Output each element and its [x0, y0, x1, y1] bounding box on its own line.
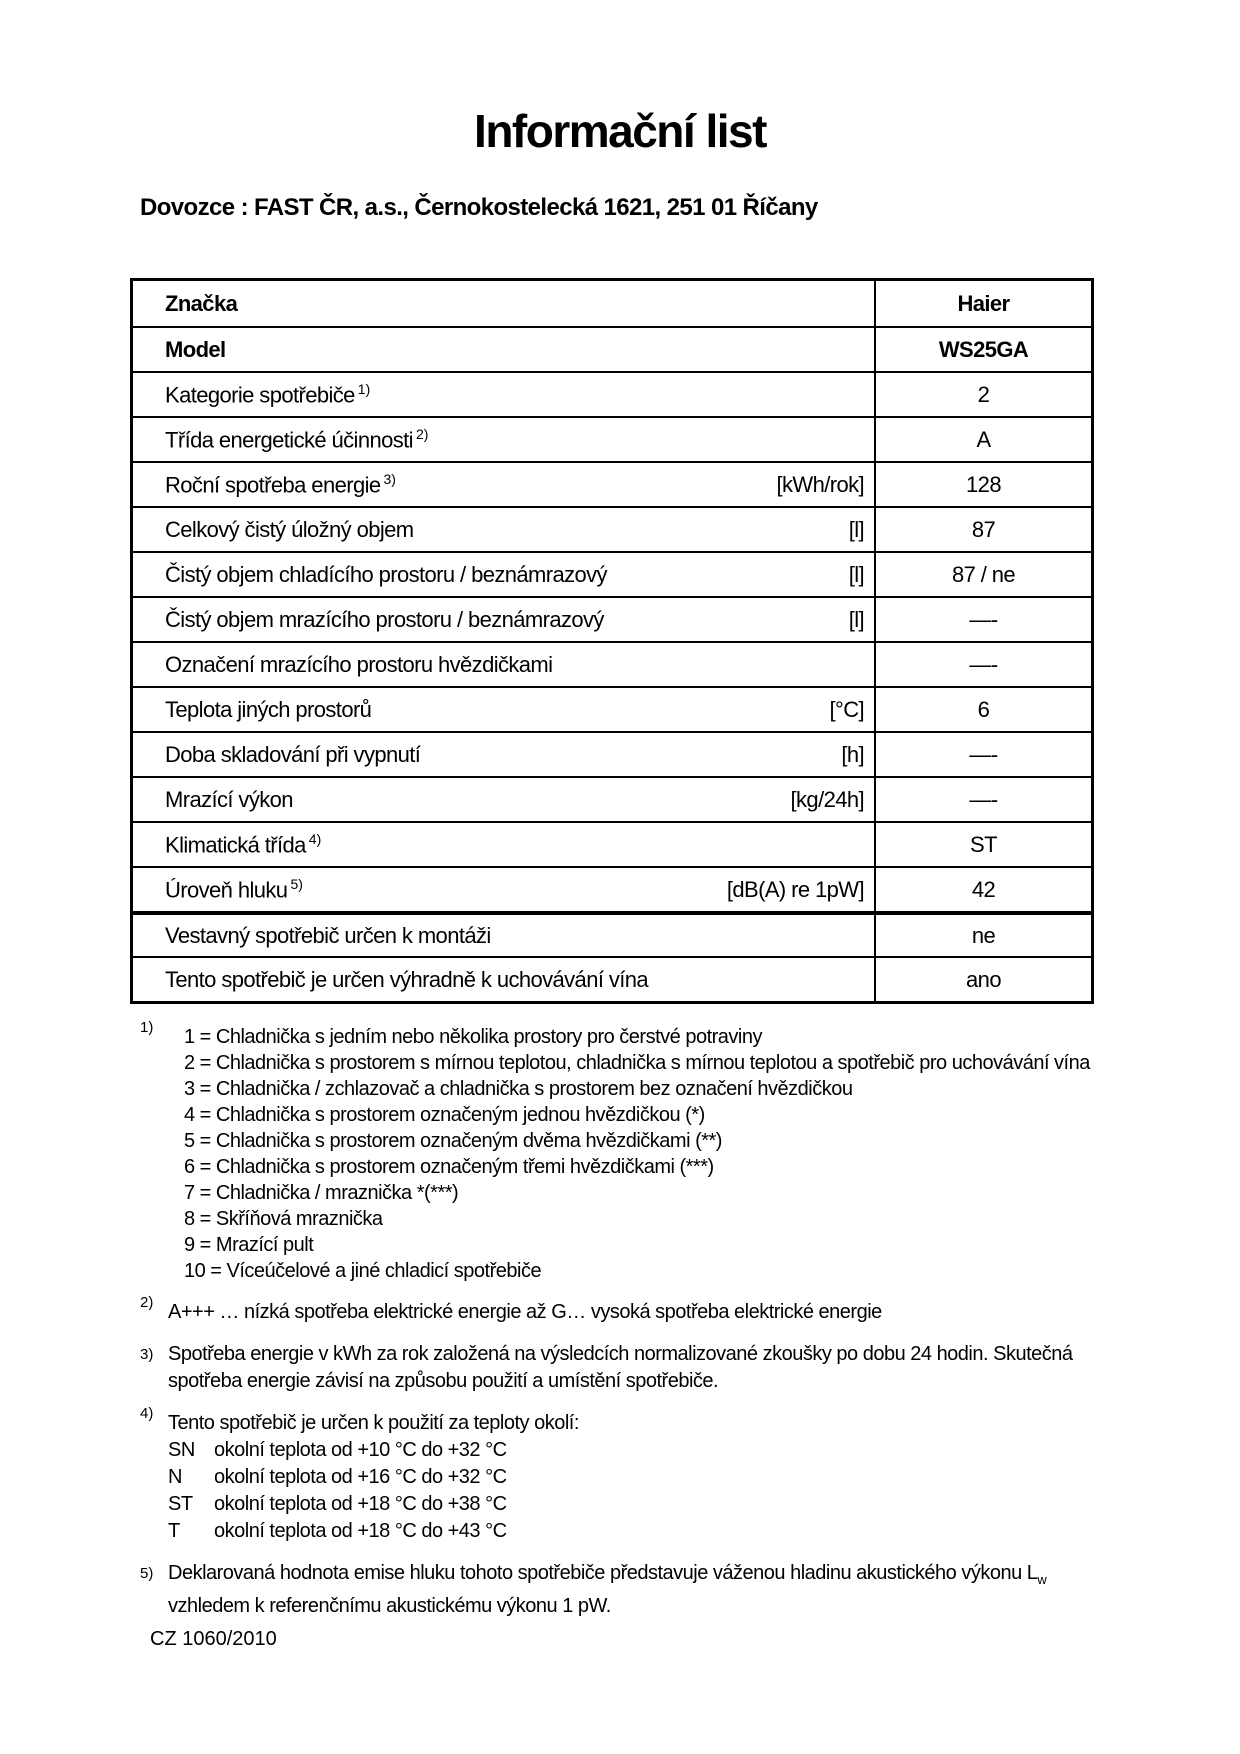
- table-row: [133, 371, 1091, 416]
- footnote-item-code: ST: [168, 1493, 193, 1515]
- footnote-item: [168, 1518, 1204, 1545]
- row-label-cell: [133, 373, 874, 416]
- page-title: Informační list: [474, 105, 766, 157]
- row-label-cell: [133, 418, 874, 461]
- table-row: [133, 866, 1091, 911]
- footnote-text-subscript: w: [1037, 1572, 1047, 1587]
- row-value: —-: [874, 643, 1091, 686]
- row-label-cell: [133, 688, 874, 731]
- table-row: [133, 326, 1091, 371]
- footnote-item: [168, 1437, 1204, 1464]
- footnote-marker: 4): [140, 1405, 154, 1422]
- row-label: Doba skladování při vypnutí: [165, 741, 421, 767]
- row-footnote-ref: 4): [308, 830, 322, 847]
- row-label-cell: [133, 778, 874, 821]
- footnote-item-desc: okolní teplota od +18 °C do +38 °C: [214, 1493, 507, 1515]
- footnote: [140, 1560, 1204, 1620]
- footnote: [140, 1294, 1204, 1326]
- footnote-item-code: T: [168, 1520, 180, 1542]
- row-footnote-ref: 5): [290, 875, 303, 892]
- footnote-line: 5 = Chladnička s prostorem označeným dvěma hvězdičkami (**): [184, 1130, 722, 1152]
- footnote: [140, 1019, 1204, 1284]
- row-value: —-: [874, 733, 1091, 776]
- row-value: A: [874, 418, 1091, 461]
- table-row: [133, 281, 1091, 326]
- row-label-cell: [133, 915, 874, 956]
- row-label-cell: [133, 958, 874, 1001]
- row-unit: [h]: [841, 741, 864, 767]
- spec-table: [130, 278, 1094, 1004]
- table-row: [133, 686, 1091, 731]
- footnote: [140, 1341, 1204, 1395]
- row-label-cell: [133, 868, 874, 911]
- table-row: [133, 911, 1091, 956]
- row-value: —-: [874, 598, 1091, 641]
- row-value: 128: [874, 463, 1091, 506]
- row-label-cell: [133, 463, 874, 506]
- footnote-text: Spotřeba energie v kWh za rok založená na výsledcích normalizované zkoušky po dobu 24 hodin. Skutečná spotřeba energie závisí na způsobu použití a umístění spotřebiče.: [168, 1343, 1073, 1392]
- row-label: Třída energetické účinnosti $^{2)}$: [165, 425, 429, 453]
- table-row: [133, 731, 1091, 776]
- row-label: Mrazící výkon: [165, 786, 293, 812]
- row-value: 42: [874, 868, 1091, 911]
- footnote-marker: 3): [140, 1346, 154, 1363]
- footnote-line: 10 = Víceúčelové a jiné chladicí spotřebiče: [184, 1260, 542, 1282]
- row-unit: [kg/24h]: [790, 786, 864, 812]
- footnote-text: Tento spotřebič je určen k použití za teploty okolí:: [168, 1412, 579, 1434]
- table-row: [133, 776, 1091, 821]
- row-value: 2: [874, 373, 1091, 416]
- table-row: [133, 551, 1091, 596]
- row-unit: [l]: [848, 606, 864, 632]
- row-label: Teplota jiných prostorů: [165, 696, 372, 722]
- row-label-cell: [133, 281, 874, 326]
- row-label: Značka: [165, 290, 238, 316]
- row-label: Úroveň hluku $^{5)}$: [165, 875, 303, 903]
- footnote-line: 9 = Mrazící pult: [184, 1234, 314, 1256]
- row-unit: [l]: [848, 561, 864, 587]
- table-row: [133, 461, 1091, 506]
- row-label-cell: [133, 733, 874, 776]
- footnote-text: A+++ … nízká spotřeba elektrické energie až G… vysoká spotřeba elektrické energie: [168, 1301, 882, 1323]
- footnote-line: 2 = Chladnička s prostorem s mírnou teplotou, chladnička s mírnou teplotou a spotřebič pro uchovávání vína: [184, 1052, 1090, 1074]
- row-label: Klimatická třída $^{4)}$: [165, 830, 322, 858]
- table-row: [133, 956, 1091, 1001]
- footnote-marker: 1): [140, 1019, 154, 1036]
- footnote-marker: 2): [140, 1294, 154, 1311]
- footnote-line: 4 = Chladnička s prostorem označeným jednou hvězdičkou (*): [184, 1104, 705, 1126]
- row-label-cell: [133, 328, 874, 371]
- row-label: Roční spotřeba energie $^{3)}$: [165, 470, 396, 498]
- row-unit: [l]: [848, 516, 864, 542]
- table-row: [133, 641, 1091, 686]
- row-value: —-: [874, 778, 1091, 821]
- row-unit: [kWh/rok]: [776, 471, 864, 497]
- footnote-line: 3 = Chladnička / zchlazovač a chladnička s prostorem bez označení hvězdičkou: [184, 1078, 853, 1100]
- footnote-text-after: vzhledem k referenčnímu akustickému výkonu 1 pW.: [168, 1595, 611, 1617]
- footnote-item: [168, 1491, 1204, 1518]
- footnote-text: [168, 1560, 1126, 1620]
- row-label: Model: [165, 336, 226, 362]
- footnote-item-desc: okolní teplota od +18 °C do +43 °C: [214, 1520, 507, 1542]
- row-unit: [°C]: [829, 696, 864, 722]
- row-value: 87 / ne: [874, 553, 1091, 596]
- row-label: Čistý objem chladícího prostoru / beznámrazový: [165, 561, 607, 587]
- row-label: Celkový čistý úložný objem: [165, 516, 414, 542]
- footnotes-section: [140, 1019, 1204, 1620]
- importer-line: Dovozce : FAST ČR, a.s., Černokostelecká 1621, 251 01 Říčany: [140, 194, 818, 221]
- table-row: [133, 416, 1091, 461]
- footnote-line: 6 = Chladnička s prostorem označeným třemi hvězdičkami (***): [184, 1156, 714, 1178]
- footnote-item-code: SN: [168, 1439, 195, 1461]
- row-label-cell: [133, 508, 874, 551]
- footnote-line: 8 = Skříňová mraznička: [184, 1208, 383, 1230]
- row-value: WS25GA: [874, 328, 1091, 371]
- row-value: ano: [874, 958, 1091, 1001]
- row-value: 87: [874, 508, 1091, 551]
- footnote-item-code: N: [168, 1466, 182, 1488]
- row-footnote-ref: 2): [415, 425, 429, 442]
- row-label-cell: [133, 598, 874, 641]
- row-label-cell: [133, 643, 874, 686]
- footnote-text-before: Deklarovaná hodnota emise hluku tohoto spotřebiče představuje váženou hladinu akustického výkonu L: [168, 1562, 1038, 1584]
- row-label: Označení mrazícího prostoru hvězdičkami: [165, 651, 553, 677]
- row-value: ne: [874, 915, 1091, 956]
- footnote-marker: 5): [140, 1565, 154, 1582]
- footnote: [140, 1405, 1204, 1545]
- row-footnote-ref: 3): [383, 470, 396, 487]
- table-row: [133, 821, 1091, 866]
- row-label: Tento spotřebič je určen výhradně k uchovávání vína: [165, 966, 649, 992]
- row-label-cell: [133, 823, 874, 866]
- form-code: CZ 1060/2010: [150, 1628, 277, 1650]
- footnote-line: 7 = Chladnička / mraznička *(***): [184, 1182, 459, 1204]
- row-label: Vestavný spotřebič určen k montáži: [165, 922, 491, 948]
- footnote-item: [168, 1464, 1204, 1491]
- footnote-line: 1 = Chladnička s jedním nebo několika prostory pro čerstvé potraviny: [184, 1026, 762, 1048]
- row-label: Kategorie spotřebiče $^{1)}$: [165, 380, 371, 408]
- footnote-item-desc: okolní teplota od +10 °C do +32 °C: [214, 1439, 507, 1461]
- row-unit: [dB(A) re 1pW]: [726, 876, 864, 902]
- row-value: 6: [874, 688, 1091, 731]
- row-footnote-ref: 1): [357, 380, 371, 397]
- table-row: [133, 506, 1091, 551]
- row-label: Čistý objem mrazícího prostoru / beznámrazový: [165, 606, 604, 632]
- row-value: ST: [874, 823, 1091, 866]
- row-label-cell: [133, 553, 874, 596]
- row-value: Haier: [874, 281, 1091, 326]
- footnote-item-desc: okolní teplota od +16 °C do +32 °C: [214, 1466, 507, 1488]
- table-row: [133, 596, 1091, 641]
